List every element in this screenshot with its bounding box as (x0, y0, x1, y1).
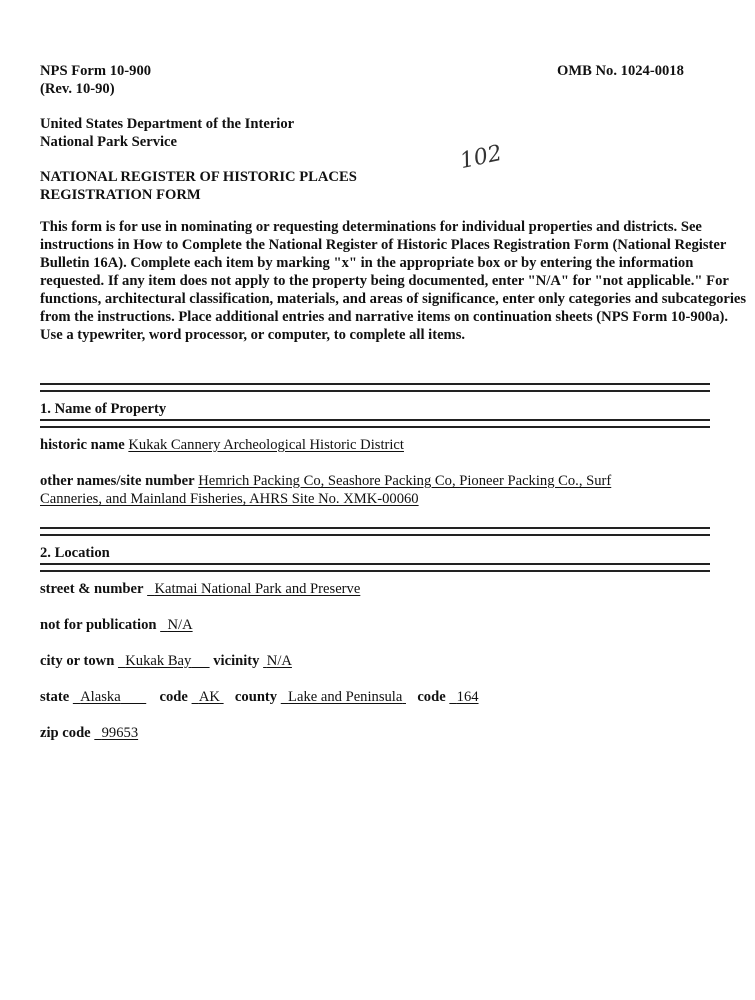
nfp-label: not for publication (40, 617, 157, 633)
street-text: Katmai National Park and Preserve (154, 581, 361, 597)
section-divider (40, 563, 710, 572)
state-text: Alaska (80, 689, 121, 705)
vicinity-value (263, 653, 292, 669)
city-label: city or town (40, 653, 115, 669)
other-names-field (40, 472, 611, 490)
city-value (118, 653, 210, 669)
state-code-value (192, 689, 224, 705)
section-divider (40, 383, 710, 392)
street-field (40, 580, 360, 598)
nfp-value (160, 617, 192, 633)
historic-name-value: Kukak Cannery Archeological Historic District (128, 437, 404, 453)
zip-value (94, 725, 138, 741)
zip-field (40, 724, 138, 742)
county-label: county (234, 689, 278, 705)
nfp-text: N/A (167, 617, 193, 633)
section1-heading: 1. Name of Property (40, 401, 167, 417)
state-label: state (40, 689, 70, 705)
form-title-line2: REGISTRATION FORM (40, 187, 201, 203)
section2-heading: 2. Location (40, 545, 110, 561)
state-value (73, 689, 146, 705)
historic-name-field (40, 436, 404, 454)
county-value (281, 689, 406, 705)
other-names-field-cont (40, 490, 419, 508)
instructions-paragraph: This form is for use in nominating or requesting determinations for individual properties and districts. See instructions in How to Complete the National Register of Historic Places Registration Form (National Register Bulletin 16A). Complete each item by marking "x" in the appropriate box or by entering the information requested. If any item does not apply to the property being documented, enter "N/A" for "not applicable." For functions, architectural classification, materials, and areas of significance, enter only categories and subcategories from the instructions. Place additional entries and narrative items on continuation sheets (NPS Form 10-900a). Use a typewriter, word processor, or computer, to complete all items. (40, 219, 747, 343)
zip-label: zip code (40, 725, 91, 741)
other-names-label: other names/site number (40, 473, 195, 489)
zip-text: 99653 (101, 725, 139, 741)
state-code-label: code (159, 689, 188, 705)
city-field (40, 652, 292, 670)
department-name: United States Department of the Interior (40, 116, 295, 132)
section-divider (40, 419, 710, 428)
state-code-text: AK (198, 689, 220, 705)
other-names-value-line2: Canneries, and Mainland Fisheries, AHRS Site No. XMK-00060 (40, 491, 419, 507)
county-code-text: 164 (456, 689, 479, 705)
street-value (147, 581, 360, 597)
other-names-value-line1: Hemrich Packing Co, Seashore Packing Co, Pioneer Packing Co., Surf (198, 473, 612, 489)
omb-number: OMB No. 1024-0018 (557, 63, 684, 79)
county-code-value (449, 689, 478, 705)
section-divider (40, 527, 710, 536)
not-for-publication-field (40, 616, 193, 634)
agency-name: National Park Service (40, 134, 177, 150)
form-title-line1: NATIONAL REGISTER OF HISTORIC PLACES (40, 169, 357, 185)
vicinity-label: vicinity (213, 653, 260, 669)
handwritten-note: 102 (457, 140, 505, 175)
form-number: NPS Form 10-900 (40, 63, 152, 79)
county-text: Lake and Peninsula (288, 689, 403, 705)
vicinity-text: N/A (266, 653, 292, 669)
street-label: street & number (40, 581, 144, 597)
form-revision: (Rev. 10-90) (40, 81, 115, 97)
county-code-label: code (417, 689, 446, 705)
historic-name-label: historic name (40, 437, 125, 453)
city-text: Kukak Bay (125, 653, 192, 669)
state-field (40, 688, 479, 706)
